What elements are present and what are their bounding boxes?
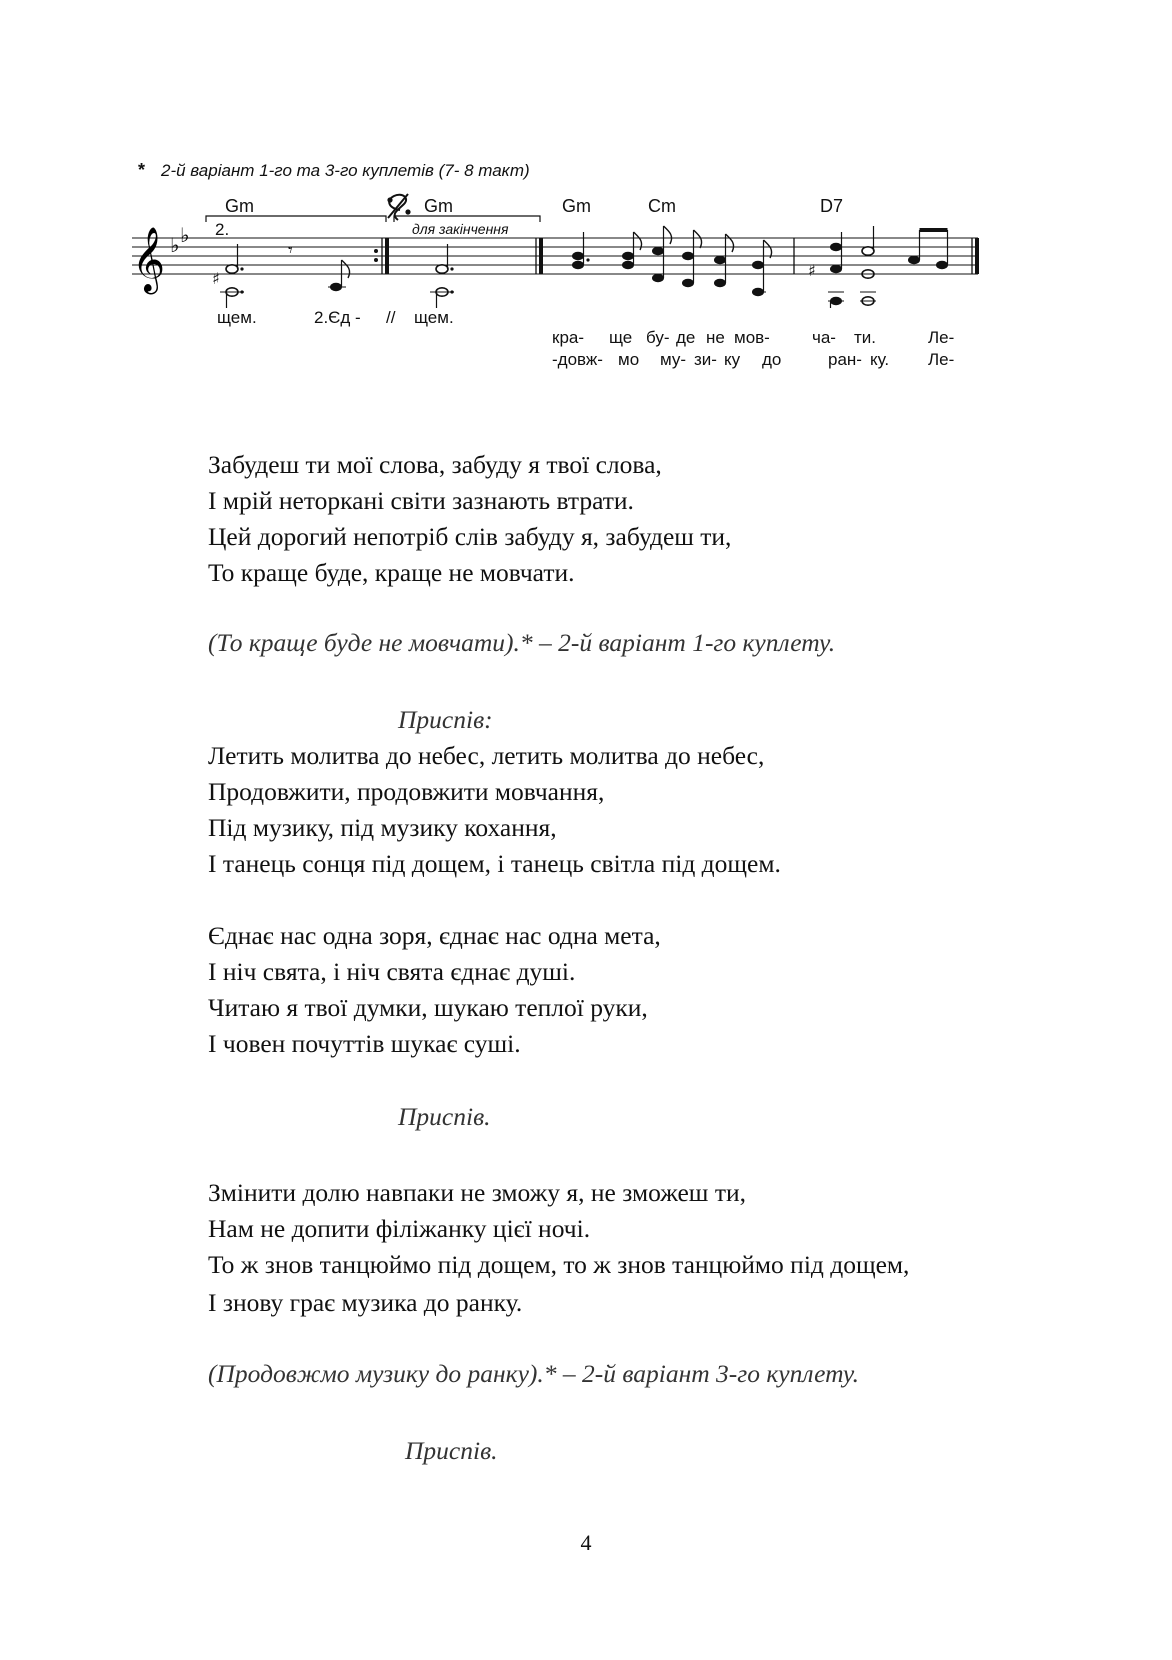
verse-line: То краще буде, краще не мовчати. bbox=[208, 558, 575, 587]
chorus-title: Приспів: bbox=[398, 705, 493, 734]
chord-symbol: Cm bbox=[648, 196, 676, 216]
lyric-syllable: му- bbox=[660, 350, 687, 369]
svg-text:♯: ♯ bbox=[808, 261, 816, 280]
lyric-syllable: ран- bbox=[828, 350, 862, 369]
chord-symbol: D7 bbox=[820, 196, 844, 216]
chorus-reference: Приспів. bbox=[405, 1436, 498, 1465]
volta-measure bbox=[212, 238, 387, 308]
lyric-syllable: ку. bbox=[870, 350, 890, 369]
lyric-syllable: щем. bbox=[217, 308, 257, 327]
svg-text:𝄾: 𝄾 bbox=[288, 240, 293, 261]
verse-line: Єднає нас одна зоря, єднає нас одна мета, bbox=[208, 921, 661, 950]
lyric-syllable: Ле- bbox=[928, 350, 955, 369]
lyric-syllable: // bbox=[386, 308, 396, 327]
lyric-syllable: ча- bbox=[812, 328, 836, 347]
lyric-syllable: де bbox=[676, 328, 696, 347]
verse-line: Нам не допити філіжанку цієї ночі. bbox=[208, 1214, 591, 1243]
lyric-syllable: ще bbox=[609, 328, 633, 347]
chorus-line: Продовжити, продовжити мовчання, bbox=[208, 777, 605, 806]
verse-line: І човен почуттів шукає суші. bbox=[208, 1029, 521, 1058]
verse-line: І мрій неторкані світи зазнають втрати. bbox=[208, 486, 634, 515]
volta-bracket bbox=[206, 216, 540, 222]
lyric-syllable: Ле- bbox=[928, 328, 955, 347]
chorus-reference: Приспів. bbox=[398, 1102, 491, 1131]
chorus-line: Летить молитва до небес, летить молитва до небес, bbox=[208, 741, 765, 770]
lyric-syllable: щем. bbox=[414, 308, 454, 327]
verse-line: Забудеш ти мої слова, забуду я твої слова, bbox=[208, 450, 662, 479]
ending-measure bbox=[430, 238, 541, 308]
chorus-line: Під музику, під музику кохання, bbox=[208, 813, 557, 842]
verse-line: І ніч свята, і ніч свята єднає душі. bbox=[208, 957, 576, 986]
lyric-syllable: 2.Єд - bbox=[314, 308, 361, 327]
verse-line: Цей дорогий непотріб слів забуду я, забудеш ти, bbox=[208, 522, 732, 551]
measure-3 bbox=[572, 226, 794, 296]
lyric-syllable: мов- bbox=[734, 328, 770, 347]
verse-line: І знову грає музика до ранку. bbox=[208, 1288, 523, 1317]
flat-icon: ♭ bbox=[180, 223, 190, 247]
score-heading-text: 2-й варіант 1-го та 3-го куплетів (7- 8 такт) bbox=[161, 161, 530, 180]
svg-text:♯: ♯ bbox=[212, 269, 220, 288]
lyric-syllable: ку bbox=[724, 350, 741, 369]
chord-symbol: Gm bbox=[562, 196, 591, 216]
ending-label: для закінчення bbox=[412, 221, 509, 237]
lyric-syllable: ти. bbox=[854, 328, 877, 347]
lyric-syllable: не bbox=[706, 328, 725, 347]
lyric-syllable: зи- bbox=[694, 350, 717, 369]
lyric-syllable: -довж- bbox=[552, 350, 603, 369]
lyric-syllable: бу- bbox=[646, 328, 670, 347]
verse-line: То ж знов танцюймо під дощем, то ж знов танцюймо під дощем, bbox=[208, 1250, 910, 1279]
lyric-syllable: до bbox=[762, 350, 782, 369]
variant-note: (Продовжмо музику до ранку).* – 2-й варіант 3-го куплету. bbox=[208, 1359, 859, 1388]
page-number: 4 bbox=[580, 1530, 592, 1555]
music-score bbox=[128, 160, 1028, 390]
variant-note: (То краще буде не мовчати).* – 2-й варіант 1-го куплету. bbox=[208, 628, 836, 657]
volta-number: 2. bbox=[215, 220, 230, 239]
lyric-syllable: мо bbox=[618, 350, 640, 369]
lyric-syllable: кра- bbox=[552, 328, 585, 347]
chord-symbol: Gm bbox=[225, 196, 254, 216]
verse-line: Читаю я твої думки, шукаю теплої руки, bbox=[208, 993, 648, 1022]
staff-lines bbox=[132, 238, 978, 274]
asterisk-mark: * bbox=[138, 160, 146, 180]
flat-icon: ♭ bbox=[170, 233, 180, 257]
verse-line: Змінити долю навпаки не зможу я, не зможеш ти, bbox=[208, 1178, 746, 1207]
treble-clef-icon: 𝄞 bbox=[132, 227, 166, 292]
chorus-line: І танець сонця під дощем, і танець світла під дощем. bbox=[208, 849, 781, 878]
staff-drawing bbox=[128, 160, 1028, 310]
chord-symbol: Gm bbox=[424, 196, 453, 216]
